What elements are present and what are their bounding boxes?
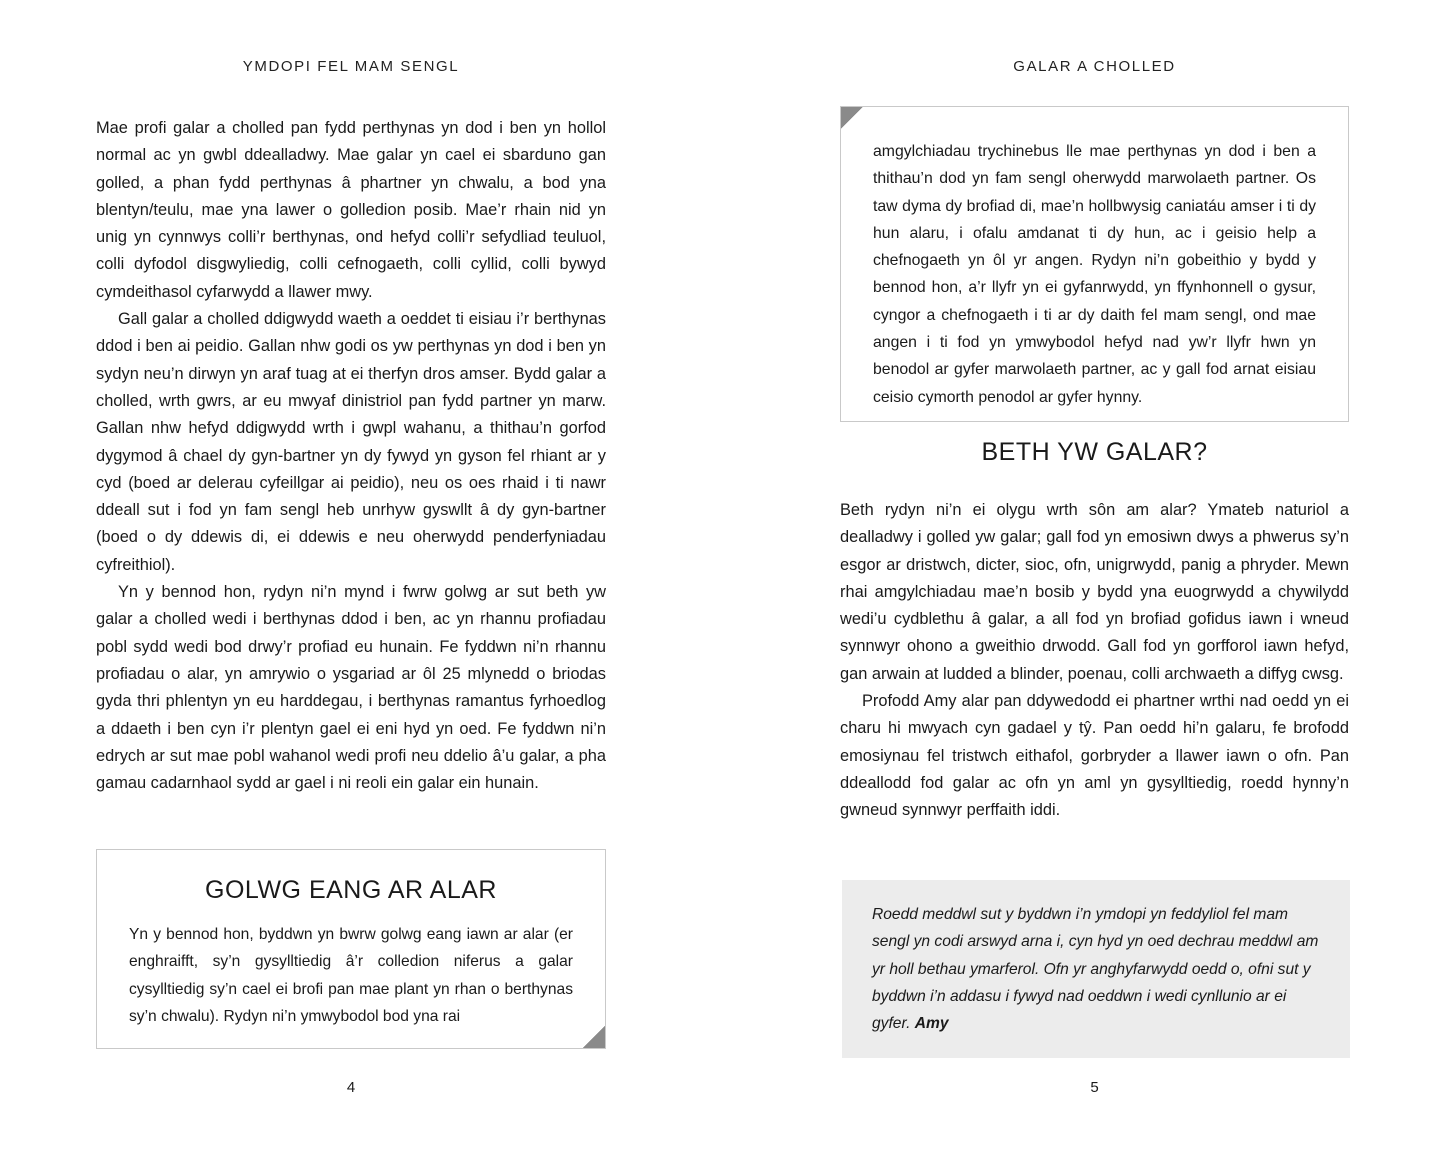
running-head-left: YMDOPI FEL MAM SENGL xyxy=(242,58,460,75)
sidebar-box-title: GOLWG EANG AR ALAR xyxy=(205,876,497,904)
body-paragraph: Mae profi galar a cholled pan fydd perthynas yn dod i ben yn hollol normal ac yn gwbl ddealladwy. Mae galar yn cael ei sbarduno gan golled, a phan fydd perthynas â phartner yn chwalu, a bod yna blentyn/teulu, mae yna lawer o golledion posib. Mae’r rhain nid yn unig yn cynnwys colli’r berthynas, ond hefyd colli’r sefydliad teuluol, colli dyfodol disgwyliedig, colli cefnogaeth, colli cyllid, colli bywyd cymdeithasol cyfarwydd a llawer mwy. xyxy=(96,119,606,301)
body-paragraph: Gall galar a cholled ddigwydd waeth a oeddet ti eisiau i’r berthynas ddod i ben ai peidio. Gallan nhw godi os yw perthynas yn dod i ben yn sydyn neu’n dirwyn yn araf tuag at ei therfyn dros amser. Bydd galar a cholled, wrth gwrs, ar eu mwyaf dinistriol pan fydd partner yn marw. Gallan nhw hefyd ddigwydd wrth i gwpl wahanu, a thithau’n gorfod dygymod â chael dy gyn-bartner yn dy fywyd yn gyson fel rhiant ar y cyd (boed ar delerau cyfeillgar ai peidio), neu os oes rhaid i ti nawr ddeall sut i fod yn fam sengl heb unrhyw gyswllt â dy gyn-bartner (boed o dy ddewis di, ei ddewis e neu oherwydd penderfyniadau cyfreithiol). xyxy=(96,310,606,574)
sidebar-box-text: amgylchiadau trychinebus lle mae perthynas yn dod i ben a thithau’n dod yn fam sengl oherwydd marwolaeth partner. Os taw dyma dy brofiad di, mae’n hollbwysig caniatáu amser i ti dy hun alaru, i ofalu amdanat ti dy hun, ac i geisio help a chefnogaeth yn ôl yr angen. Rydyn ni’n gobeithio y bydd y bennod hon, a’r llyfr yn ei gyfanrwydd, yn ffynhonnell o gysur, cyngor a chefnogaeth i ti ar dy daith fel mam sengl, ond mae angen i ti fod yn ymwybodol hefyd nad yw’r llyfr hwn yn benodol ar gyfer marwolaeth partner, ac y gall fod arnat eisiau ceisio cymorth penodol ar gyfer hynny. xyxy=(873,143,1316,406)
body-paragraph: Yn y bennod hon, rydyn ni’n mynd i fwrw golwg ar sut beth yw galar a cholled wedi i berthynas ddod i ben, ac yn rhannu profiadau pobl sydd wedi bod drwy’r profiad eu hunain. Fe fyddwn ni’n rhannu profiadau o alar, yn amrywio o ysgariad ar ôl 25 mlynedd o briodas gyda thri phlentyn yn eu harddegau, i berthynas ramantus fyrhoedlog a ddaeth i ben cyn i’r plentyn gael ei eni hyd yn oed. Fe fyddwn ni’n edrych ar sut mae pobl wahanol wedi profi neu ddelio â’u galar, a pha gamau cadarnhaol sydd ar gael i ni reoli ein galar ein hunain. xyxy=(96,583,606,793)
page-number: 5 xyxy=(1090,1079,1099,1096)
page-number: 4 xyxy=(346,1079,356,1096)
quote-author: Amy xyxy=(914,1015,949,1033)
testimonial-quote xyxy=(842,880,1350,1058)
section-title: BETH YW GALAR? xyxy=(981,438,1208,466)
sidebar-box-continued xyxy=(840,106,1349,422)
right-page xyxy=(840,0,1349,1156)
quote-text xyxy=(872,901,1320,1037)
left-body xyxy=(96,115,606,797)
page-curl-icon xyxy=(583,1026,605,1048)
body-paragraph: Profodd Amy alar pan ddywedodd ei phartner wrthi nad oedd yn ei charu hi mwyach cyn gadael y tŷ. Pan oedd hi’n galaru, fe brofodd emosiynau fel tristwch eithafol, gorbryder a llawer iawn o ofn. Pan ddeallodd fod galar ac ofn yn aml yn gysylltiedig, roedd hynny’n gwneud synnwyr perffaith iddi. xyxy=(840,692,1349,820)
body-paragraph: Beth rydyn ni’n ei olygu wrth sôn am alar? Ymateb naturiol a dealladwy i golled yw galar; gall fod yn emosiwn dwys a phwerus sy’n esgor ar dristwch, dicter, sioc, ofn, unigrwydd, panig a phryder. Mewn rhai amgylchiadau mae’n bosib y bydd yna euogrwydd a chywilydd wedi’u cydblethu â galar, a all fod yn brofiad gofidus iawn i wneud synnwyr ohono a gweithio drwodd. Gall fod yn gorfforol iawn hefyd, gan arwain at ludded a blinder, poenau, colli archwaeth a diffyg cwsg. xyxy=(840,501,1349,683)
right-body xyxy=(840,497,1349,825)
left-page xyxy=(96,0,606,1156)
page-curl-icon xyxy=(841,107,863,129)
sidebar-box xyxy=(96,849,606,1049)
sidebar-box-text: Yn y bennod hon, byddwn yn bwrw golwg eang iawn ar alar (er enghraifft, sy’n gysylltiedig â’r colledion niferus a galar cysylltiedig sy’n cael ei brofi pan mae plant yn rhan o berthynas sy’n chwalu). Rydyn ni’n ymwybodol bod yna rai xyxy=(129,926,573,1025)
running-head-right: GALAR A CHOLLED xyxy=(1013,58,1176,75)
quote-body: Roedd meddwl sut y byddwn i’n ymdopi yn feddyliol fel mam sengl yn codi arswyd arna i, cyn hyd yn oed dechrau meddwl am yr holl bethau ymarferol. Ofn yr anghyfarwydd oedd o, ofni sut y byddwn i’n addasu i fywyd nad oeddwn i wedi cynllunio ar ei gyfer. xyxy=(872,906,1319,1033)
